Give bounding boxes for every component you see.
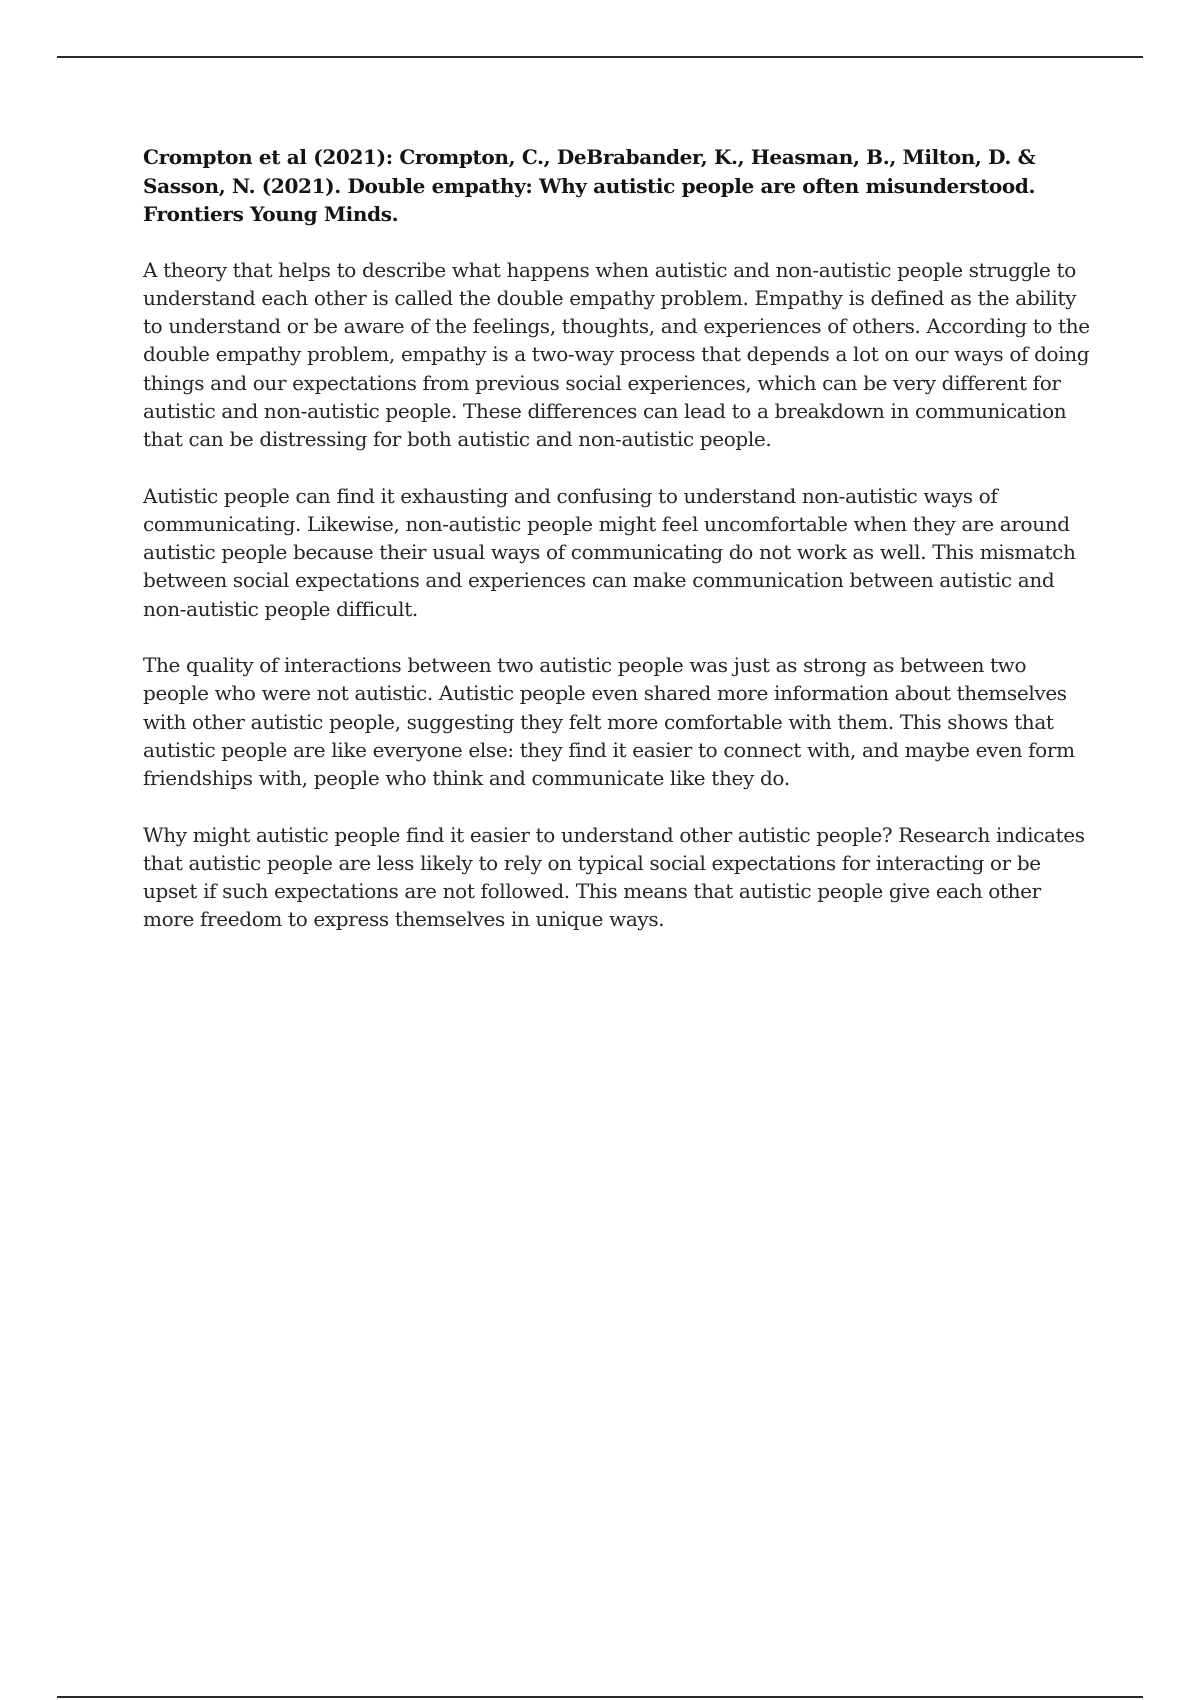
paragraph-3: The quality of interactions between two autistic people was just as strong as between two people who were not autistic. Autistic people even shared more information about themselves with other autistic people, suggesting they felt more comfortable with them. This shows that autistic people are like everyone else: they find it easier to connect with, and maybe even form friendships with, people who think and communicate like they do.: [143, 653, 1075, 791]
reference-citation: Crompton et al (2021): Crompton, C., DeBrabander, K., Heasman, B., Milton, D. & Sasson, N. (2021). Double empathy: Why autistic people are often misunderstood. Frontiers Young Minds.: [143, 145, 1036, 226]
footer-rule: [57, 1696, 1143, 1698]
paragraph-1: A theory that helps to describe what happens when autistic and non-autistic people struggle to understand each other is called the double empathy problem. Empathy is defined as the ability to understand or be aware of the feelings, thoughts, and experiences of others. According to the double empathy problem, empathy is a two-way process that depends a lot on our ways of doing things and our expectations from previous social experiences, which can be very different for autistic and non-autistic people. These differences can lead to a breakdown in communication that can be distressing for both autistic and non-autistic people.: [143, 257, 1090, 452]
header-rule: [57, 56, 1143, 58]
document-body: [143, 143, 1093, 962]
paragraph-4: Why might autistic people find it easier to understand other autistic people? Research indicates that autistic people are less likely to rely on typical social expectations for interacting or be upset if such expectations are not followed. This means that autistic people give each other more freedom to express themselves in unique ways.: [143, 822, 1085, 932]
paragraph-2: Autistic people can find it exhausting and confusing to understand non-autistic ways of communicating. Likewise, non-autistic people might feel uncomfortable when they are around autistic people because their usual ways of communicating do not work as well. This mismatch between social expectations and experiences can make communication between autistic and non-autistic people difficult.: [143, 483, 1076, 621]
